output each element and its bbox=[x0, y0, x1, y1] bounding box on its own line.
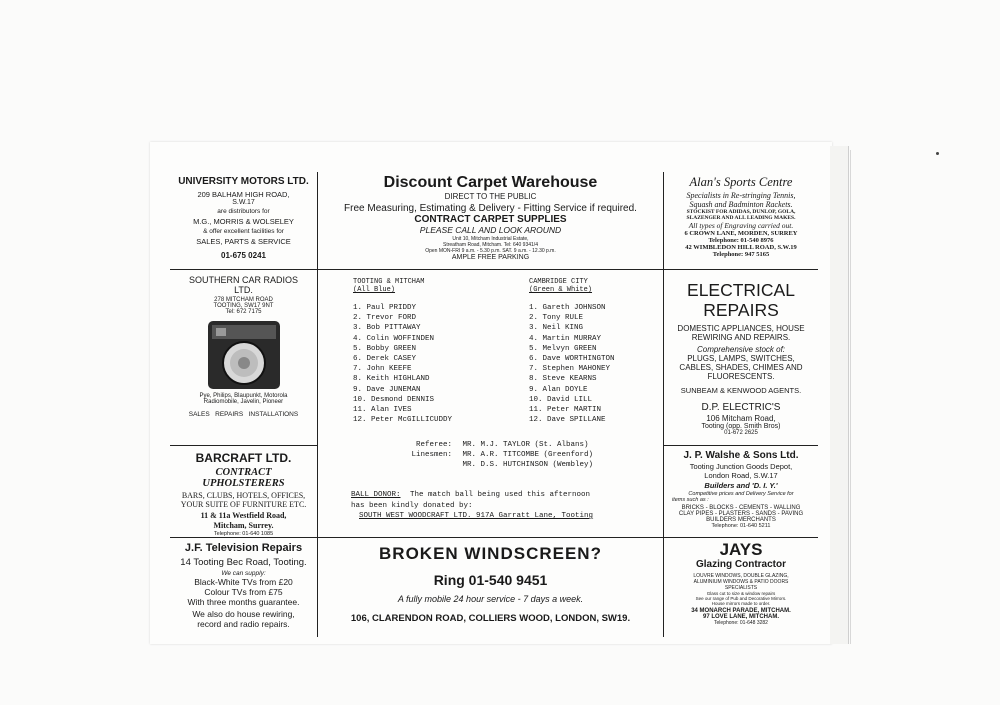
away-team-name: CAMBRIDGE CITY bbox=[529, 278, 588, 286]
ad-text: 209 BALHAM HIGH ROAD, bbox=[197, 190, 290, 199]
ad-text: 97 LOVE LANE, MITCHAM. bbox=[702, 614, 779, 620]
ad-phone: 01-675 0241 bbox=[221, 251, 266, 260]
ad-text: 106 Mitcham Road, bbox=[706, 414, 776, 423]
ad-text: See our range of Pub and Decorative Mirrors. bbox=[695, 596, 787, 601]
ad-title: UNIVERSITY MOTORS LTD. bbox=[178, 176, 309, 187]
ad-text: BRICKS - BLOCKS - CEMENTS - WALLING bbox=[681, 505, 801, 511]
player-row: 2. Trevor FORD bbox=[353, 314, 417, 323]
ad-text: House mirrors made to order. bbox=[711, 601, 771, 606]
player-row: 9. Dave JUNEMAN bbox=[353, 385, 421, 394]
ad-text: We also do house rewiring, bbox=[192, 609, 295, 619]
ad-phone: Tel: 672 7175 bbox=[225, 309, 262, 315]
ad-phone: Telephone: 01-640 5211 bbox=[711, 523, 771, 529]
ad-title: REPAIRS bbox=[703, 300, 779, 320]
away-team-colours: (Green & White) bbox=[529, 286, 593, 294]
ad-text: 106, CLARENDON ROAD, COLLIERS WOOD, LONDON, SW19. bbox=[350, 613, 631, 624]
ad-text: SPECIALISTS bbox=[724, 585, 758, 591]
player-row: 3. Neil KING bbox=[529, 324, 584, 333]
ball-donor bbox=[351, 490, 593, 522]
ad-text: Colour TVs from £75 bbox=[204, 587, 283, 597]
ad-text: Open MON-FRI 9 a.m. - 5.30 p.m. SAT. 9 a.m. - 12.30 p.m. bbox=[425, 248, 556, 254]
ad-text: Radiomobile, Javelin, Pioneer bbox=[203, 399, 284, 405]
ad-text: Telephone: 947 5165 bbox=[712, 251, 770, 258]
referee-label: Referee: bbox=[415, 441, 452, 449]
ad-text: Free Measuring, Estimating & Delivery - Fitting Service if required. bbox=[344, 203, 637, 214]
player-row: 1. Gareth JOHNSON bbox=[529, 304, 606, 312]
ad-text: S.W.17 bbox=[232, 199, 255, 206]
ad-text: AMPLE FREE PARKING bbox=[451, 254, 530, 261]
player-row: 8. Keith HIGHLAND bbox=[353, 375, 430, 384]
ad-title: J.F. Television Repairs bbox=[184, 542, 303, 554]
player-row: 6. Dave WORTHINGTON bbox=[529, 355, 615, 364]
ad-phone: 01-672 2625 bbox=[724, 430, 758, 436]
ad-text: SUNBEAM & KENWOOD AGENTS. bbox=[680, 386, 802, 395]
page-edge bbox=[838, 150, 851, 644]
player-row: 9. Alan DOYLE bbox=[529, 385, 588, 394]
home-team-colours: (All Blue) bbox=[353, 286, 396, 294]
ad-text: items such as : bbox=[672, 497, 709, 503]
away-team bbox=[529, 278, 659, 425]
ad-title: ELECTRICAL bbox=[687, 280, 795, 300]
ad-subtitle: UPHOLSTERERS bbox=[202, 478, 285, 489]
ad-title: J. P. Walshe & Sons Ltd. bbox=[683, 450, 799, 461]
ad-carpet-warehouse bbox=[318, 174, 663, 268]
linesmen-label: Linesmen: bbox=[411, 451, 452, 459]
ad-text: SALES, PARTS & SERVICE bbox=[196, 237, 291, 246]
player-row: 7. Stephen MAHONEY bbox=[529, 365, 611, 374]
ad-text: BUILDERS MERCHANTS bbox=[706, 517, 776, 523]
ad-text: 34 MONARCH PARADE, MITCHAM. bbox=[691, 608, 791, 614]
ad-text: Comprehensive stock of: bbox=[696, 345, 786, 354]
player-row: 8. Steve KEARNS bbox=[529, 375, 597, 384]
player-row: 10. Desmond DENNIS bbox=[353, 395, 435, 404]
ad-text: SLAZENGER AND ALL LEADING MAKES. bbox=[686, 215, 796, 221]
ad-text: DIRECT TO THE PUBLIC bbox=[444, 192, 537, 201]
ad-text: Unit 10, Mitcham Industrial Estate, bbox=[452, 236, 529, 242]
ad-text: 278 MITCHAM ROAD bbox=[214, 297, 273, 303]
ad-title: SOUTHERN CAR RADIOS bbox=[188, 275, 298, 285]
ad-text: DOMESTIC APPLIANCES, HOUSE bbox=[677, 324, 805, 333]
ad-text: 42 WIMBLEDON HILL ROAD, S.W.19 bbox=[685, 244, 797, 251]
ad-text: With three months guarantee. bbox=[187, 597, 300, 607]
row-divider bbox=[170, 445, 317, 446]
player-row: 6. Derek CASEY bbox=[353, 355, 417, 364]
player-row: 12. Dave SPILLANE bbox=[529, 416, 606, 425]
ad-text: Black-White TVs from £20 bbox=[194, 577, 293, 587]
ad-title: JAYS bbox=[719, 540, 763, 559]
ad-phone: Telephone: 01-648 3282 bbox=[714, 620, 768, 626]
ad-walshe bbox=[664, 450, 818, 537]
player-row: 12. Peter McGILLICUDDY bbox=[353, 416, 453, 425]
ball-donor-text: has been kindly donated by: bbox=[351, 501, 473, 510]
row-divider bbox=[170, 537, 818, 538]
ad-text: Telephone: 01-540 8976 bbox=[708, 237, 774, 244]
ad-jf-television bbox=[170, 542, 317, 637]
ad-barcraft bbox=[170, 451, 317, 537]
ad-electrical-repairs bbox=[664, 280, 818, 445]
match-officials bbox=[404, 440, 593, 470]
ad-alans-sports bbox=[664, 175, 818, 268]
ad-text: We can supply: bbox=[221, 570, 266, 577]
ad-text: Streatham Road, Mitcham. Tel: 640 9341/4 bbox=[443, 242, 538, 248]
ad-text: SALES REPAIRS INSTALLATIONS bbox=[188, 411, 299, 418]
ad-text: & offer excellent facilities for bbox=[203, 228, 284, 235]
ad-broken-windscreen bbox=[318, 544, 663, 637]
ad-text: TOOTING, SW17 9NT bbox=[213, 303, 274, 309]
home-team-name: TOOTING & MITCHAM bbox=[353, 278, 425, 286]
ad-text: A fully mobile 24 hour service - 7 days a week. bbox=[397, 594, 584, 604]
ad-title: Alan's Sports Centre bbox=[689, 175, 793, 189]
player-row: 3. Bob PITTAWAY bbox=[353, 324, 421, 333]
player-row: 5. Melvyn GREEN bbox=[529, 344, 597, 353]
ad-title: BARCRAFT LTD. bbox=[195, 451, 292, 465]
home-player-list bbox=[353, 303, 513, 425]
speck bbox=[936, 152, 939, 155]
ad-text: CONTRACT CARPET SUPPLIES bbox=[414, 214, 567, 225]
linesman-name: MR. D.S. HUTCHINSON (Wembley) bbox=[462, 461, 594, 469]
ad-text: Tooting (opp. Smith Bros) bbox=[701, 423, 781, 430]
ad-text: record and radio repairs. bbox=[197, 619, 290, 629]
ad-subtitle: Builders and 'D. I. Y.' bbox=[704, 481, 778, 490]
ad-text: 14 Tooting Bec Road, Tooting. bbox=[180, 557, 307, 568]
ad-university-motors bbox=[170, 176, 317, 268]
ad-text: Competitive prices and Delivery Service for bbox=[688, 491, 794, 497]
ad-text: 6 CROWN LANE, MORDEN, SURREY bbox=[684, 230, 798, 237]
ad-text: CLAY PIPES - PLASTERS - SANDS - PAVING bbox=[678, 511, 804, 517]
home-team bbox=[353, 278, 513, 425]
ad-text: FLUORESCENTS. bbox=[707, 372, 775, 381]
linesman-name: MR. A.R. TITCOMBE (Greenford) bbox=[462, 451, 594, 459]
ad-southern-car-radios bbox=[170, 275, 317, 445]
player-row: 1. Paul PRIDDY bbox=[353, 304, 417, 312]
player-row: 4. Martin MURRAY bbox=[529, 334, 602, 343]
player-row: 2. Tony RULE bbox=[529, 314, 584, 323]
ad-text: STOCKIST FOR ADIDAS, DUNLOP, GOLA, bbox=[686, 209, 796, 215]
ad-text: All types of Engraving carried out. bbox=[688, 221, 794, 230]
ad-text: Pye, Philips, Blaupunkt, Motorola bbox=[199, 393, 288, 399]
ball-donor-label: BALL DONOR: bbox=[351, 491, 401, 499]
advert-grid bbox=[170, 172, 818, 637]
player-row: 11. Peter MARTIN bbox=[529, 406, 602, 415]
ad-text: LTD. bbox=[234, 285, 253, 295]
ad-text: REWIRING AND REPAIRS. bbox=[691, 333, 791, 342]
player-row: 7. John KEEFE bbox=[353, 365, 412, 374]
ad-text: YOUR SUITE OF FURNITURE ETC. bbox=[180, 500, 307, 509]
ad-text: Specialists in Re-stringing Tennis, bbox=[686, 191, 796, 200]
ad-text: are distributors for bbox=[217, 208, 270, 215]
ad-title: BROKEN WINDSCREEN? bbox=[379, 544, 602, 563]
ad-text: Tooting Junction Goods Depot, bbox=[689, 462, 793, 471]
ad-text: 11 & 11a Westfield Road, bbox=[200, 511, 287, 520]
ad-text: LOUVRE WINDOWS, DOUBLE GLAZING, bbox=[693, 573, 789, 579]
ad-subtitle: Glazing Contractor bbox=[695, 559, 786, 570]
ad-phone: Ring 01-540 9451 bbox=[433, 572, 548, 588]
ball-donor-company: SOUTH WEST WOODCRAFT LTD. 917A Garratt Lane, Tooting bbox=[359, 512, 594, 520]
player-row: 10. David LILL bbox=[529, 395, 593, 404]
ad-text: Glass cut to size & window repairs bbox=[706, 591, 776, 596]
ball-donor-text: The match ball being used this afternoon bbox=[410, 491, 591, 499]
ad-text: PLUGS, LAMPS, SWITCHES, bbox=[687, 354, 795, 363]
ad-text: London Road, S.W.17 bbox=[704, 471, 778, 480]
ad-subtitle: CONTRACT bbox=[215, 467, 272, 478]
team-sheet bbox=[318, 272, 663, 537]
ad-text: ALUMINIUM WINDOWS & PATIO DOORS bbox=[693, 579, 789, 585]
ad-jays bbox=[664, 540, 818, 637]
row-divider bbox=[663, 445, 818, 446]
ad-text: BARS, CLUBS, HOTELS, OFFICES, bbox=[181, 491, 306, 500]
row-divider bbox=[170, 269, 818, 270]
ad-text: Mitcham, Surrey. bbox=[213, 521, 274, 530]
ad-subtitle: D.P. ELECTRIC'S bbox=[701, 402, 781, 413]
car-radio-speaker-icon bbox=[206, 317, 282, 391]
player-row: 4. Colin WOFFINDEN bbox=[353, 334, 435, 343]
ad-phone: Telephone: 01-640 1085 bbox=[213, 531, 274, 537]
away-player-list bbox=[529, 303, 659, 425]
player-row: 11. Alan IVES bbox=[353, 406, 412, 415]
ad-text: M.G., MORRIS & WOLSELEY bbox=[193, 217, 294, 226]
ad-title: Discount Carpet Warehouse bbox=[383, 174, 598, 191]
referee-name: MR. M.J. TAYLOR (St. Albans) bbox=[462, 441, 589, 449]
ad-text: PLEASE CALL AND LOOK AROUND bbox=[419, 225, 562, 235]
player-row: 5. Bobby GREEN bbox=[353, 344, 417, 353]
ad-text: CABLES, SHADES, CHIMES AND bbox=[679, 363, 803, 372]
ad-text: Squash and Badminton Rackets. bbox=[689, 200, 793, 209]
